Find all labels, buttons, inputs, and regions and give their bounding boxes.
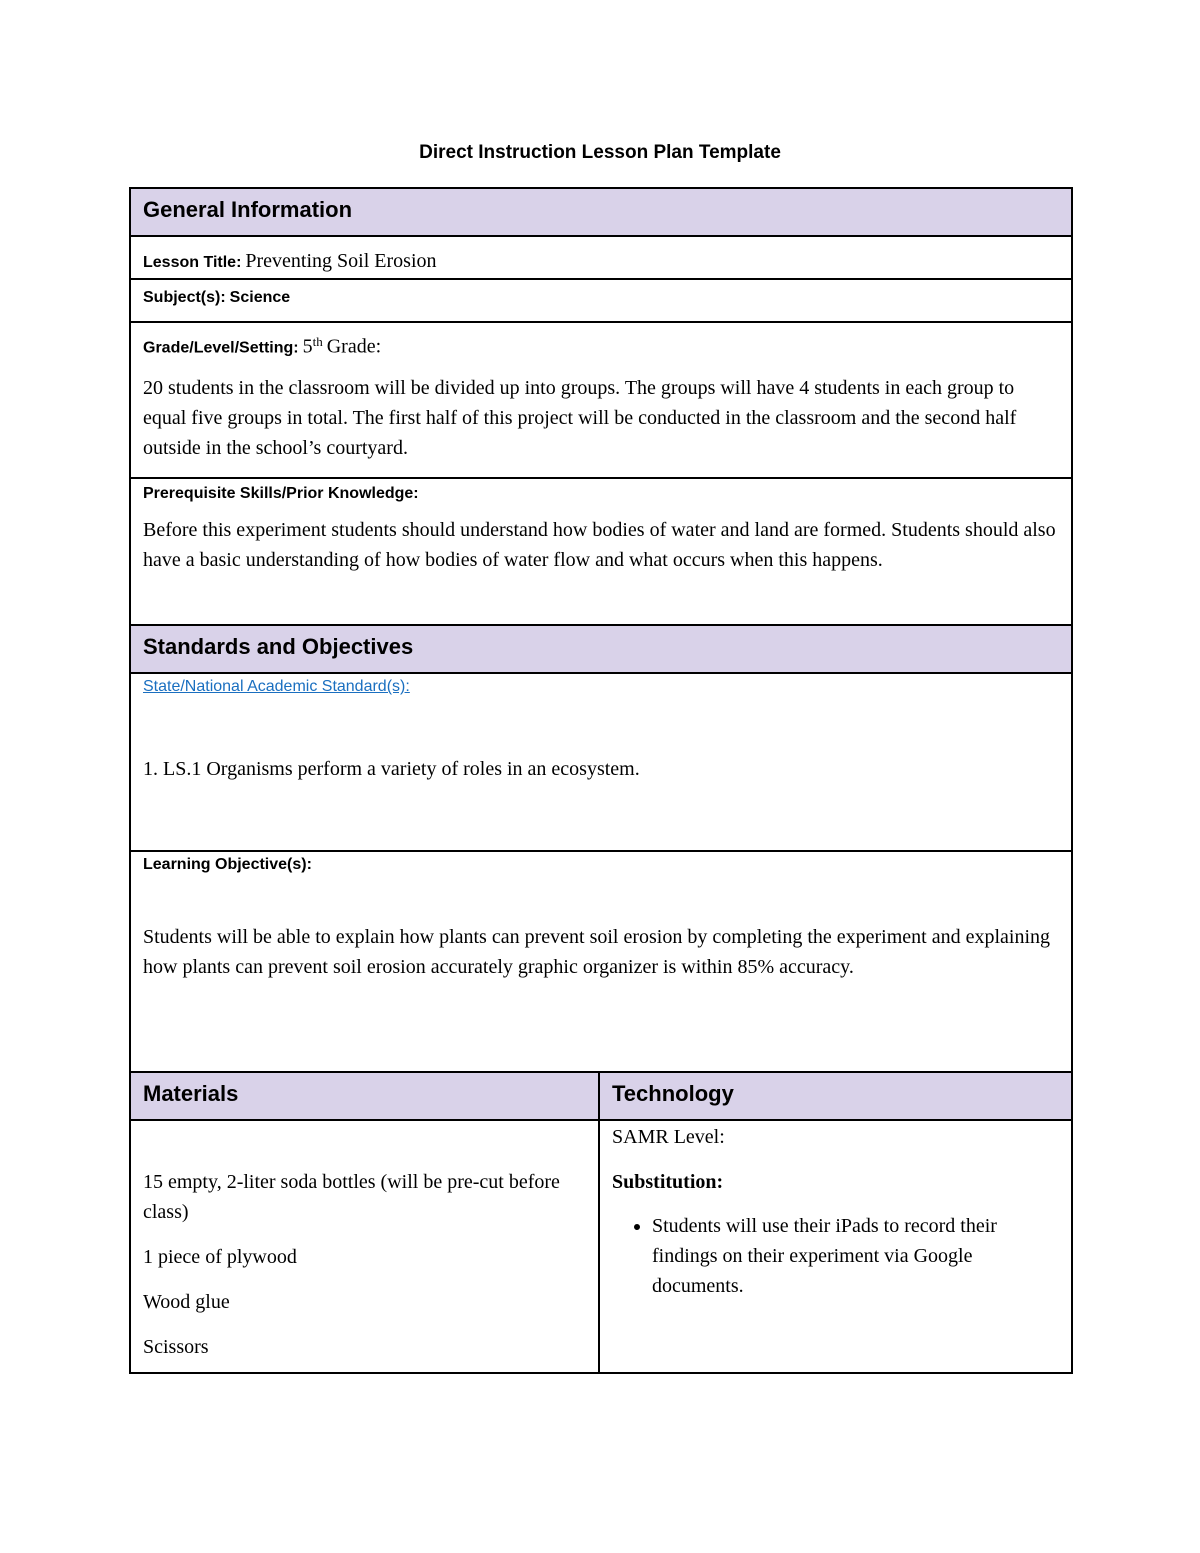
- materials-technology-row: [130, 1120, 1072, 1373]
- prerequisite-row: [130, 478, 1072, 625]
- general-information-header-row: [130, 188, 1072, 236]
- material-item: 1 piece of plywood: [143, 1246, 297, 1269]
- prerequisite-description: Before this experiment students should understand how bodies of water and land are formed. Students should also have a basic understanding of how bodies of water flow and what occurs when this happens.: [143, 519, 1056, 572]
- lesson-title-label: Lesson Title:: [143, 254, 242, 271]
- technology-cell: [599, 1120, 1072, 1373]
- material-item: 15 empty, 2-liter soda bottles (will be pre-cut before class): [143, 1171, 560, 1224]
- grade-number: 5: [302, 335, 313, 358]
- grade-text: Grade:: [326, 335, 382, 358]
- materials-cell: [130, 1120, 599, 1373]
- technology-header: Technology: [599, 1072, 1072, 1120]
- standards-row: [130, 673, 1072, 851]
- standards-objectives-header-row: [130, 625, 1072, 673]
- material-item: Scissors: [143, 1336, 209, 1359]
- substitution-label: Substitution:: [612, 1171, 724, 1194]
- learning-objective-text: Students will be able to explain how plants can prevent soil erosion by completing the experiment and explaining how plants can prevent soil erosion accurately graphic organizer is within 85% accuracy.: [143, 926, 1051, 979]
- prerequisite-label: Prerequisite Skills/Prior Knowledge:: [143, 485, 419, 503]
- subject-row: [130, 279, 1072, 322]
- learning-objectives-label: Learning Objective(s):: [143, 856, 312, 874]
- academic-standards-link[interactable]: State/National Academic Standard(s):: [143, 678, 410, 696]
- subject-label: Subject(s):: [143, 289, 226, 306]
- document-title: Direct Instruction Lesson Plan Template: [419, 142, 781, 163]
- grade-superscript: th: [312, 334, 323, 349]
- samr-level-label: SAMR Level:: [612, 1126, 725, 1149]
- material-item: Wood glue: [143, 1291, 230, 1314]
- grade-level-setting-label: Grade/Level/Setting:: [143, 339, 299, 357]
- standards-objectives-header: Standards and Objectives: [130, 625, 1072, 673]
- materials-technology-header-row: [130, 1072, 1072, 1120]
- lesson-title-value: Preventing Soil Erosion: [245, 250, 437, 272]
- technology-bullet-item: • Students will use their iPads to record their findings on their experiment via Google documents.: [652, 1211, 1059, 1301]
- subject-value: Science: [229, 289, 291, 306]
- materials-header: Materials: [130, 1072, 599, 1120]
- lesson-title-row: [130, 236, 1072, 279]
- setting-description: 20 students in the classroom will be divided up into groups. The groups will have 4 students in each group to equal five groups in total. The first half of this project will be conducted in the classroom and the second half outside in the school’s courtyard.: [143, 377, 1017, 460]
- general-information-header: General Information: [130, 188, 1072, 236]
- lesson-plan-table: [129, 187, 1073, 1374]
- learning-objectives-row: [130, 851, 1072, 1072]
- standard-item: 1. LS.1 Organisms perform a variety of roles in an ecosystem.: [143, 758, 640, 781]
- grade-setting-row: [130, 322, 1072, 478]
